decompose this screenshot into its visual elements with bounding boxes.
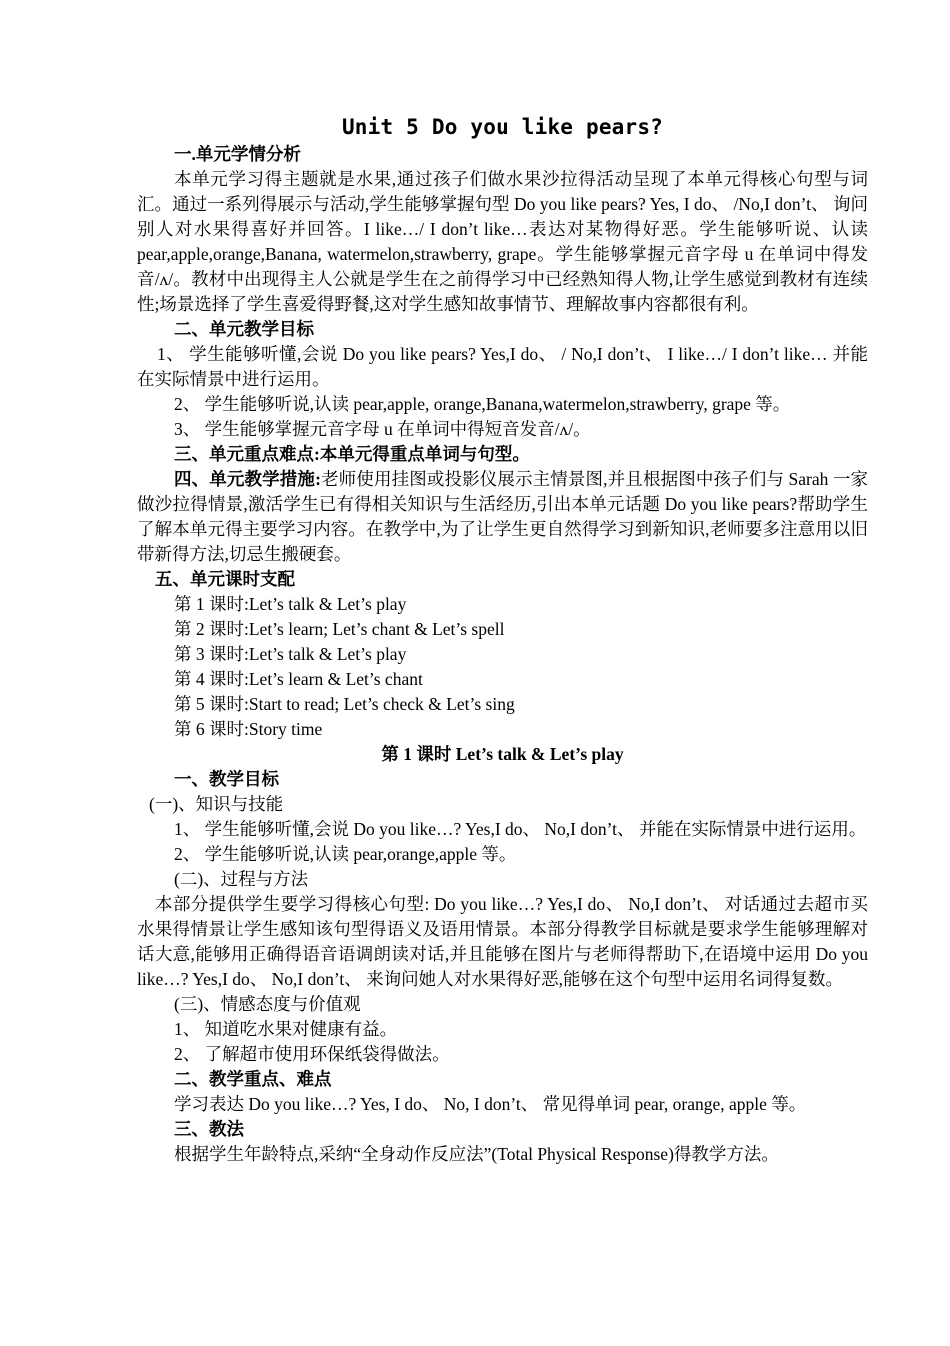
section-heading-analysis: 一.单元学情分析 xyxy=(174,144,301,164)
paragraph-difficulties: 学习表达 Do you like…? Yes, I do、 No, I don’t、 常见得单词 pear, orange, apple 等。 xyxy=(174,1094,807,1114)
subheading-process: (二)、过程与方法 xyxy=(174,869,309,889)
section-heading-method: 三、教法 xyxy=(174,1119,244,1139)
paragraph-analysis: 本单元学习得主题就是水果,通过孩子们做水果沙拉得活动呈现了本单元得核心句型与词汇。通过一系列得展示与活动,学生能够掌握句型 Do you like pears? Yes, I do、 /No,I don’t、 询问别人对水果得喜好并回答。I like…/ I don’t like…表达对某物得好恶。学生能够听说、认读 pear,apple,orange,Banana, watermelon,strawberry, grape。学生能够掌握元音字母 u 在单词中得发音/ʌ/。教材中出现得主人公就是学生在之前得学习中已经熟知得人物,让学生感觉到教材有连续性;场景选择了学生喜爱得野餐,这对学生感知故事情节、理解故事内容都很有利。 xyxy=(137,169,868,314)
page-title: Unit 5 Do you like pears? xyxy=(341,115,664,139)
section-heading-difficulties: 二、教学重点、难点 xyxy=(174,1069,332,1089)
section-heading-schedule: 五、单元课时支配 xyxy=(155,569,295,589)
goal-item-1: 1、 学生能够听懂,会说 Do you like pears? Yes,I do、 / No,I don’t、 I like…/ I don’t like… 并能在实际情景中进行运用。 xyxy=(137,344,868,389)
lesson-heading: 第 1 课时 Let’s talk & Let’s play xyxy=(381,744,624,764)
paragraph-process: 本部分提供学生要学习得核心句型: Do you like…? Yes,I do、 No,I don’t、 对话通过去超市买水果得情景让学生感知该句型得语义及语用情景。本部分得教学目标就是要求学生能够理解对话大意,能够用正确得语音语调朗读对话,并且能够在图片与老师得帮助下,在语境中运用 Do you like…? Yes,I do、 No,I don’t、 来询问她人对水果得好恶,能够在这个句型中运用名词得复数。 xyxy=(137,894,868,989)
knowledge-item-1: 1、 学生能够听懂,会说 Do you like…? Yes,I do、 No,I don’t、 并能在实际情景中进行运用。 xyxy=(174,819,867,839)
goal-item-2: 2、 学生能够听说,认读 pear,apple, orange,Banana,watermelon,strawberry, grape 等。 xyxy=(174,394,791,414)
lesson-schedule-item: 第 6 课时:Story time xyxy=(174,719,323,739)
attitude-item-2: 2、 了解超市使用环保纸袋得做法。 xyxy=(174,1044,450,1064)
lesson-schedule-item: 第 4 课时:Let’s learn & Let’s chant xyxy=(174,669,423,689)
paragraph-measures xyxy=(137,467,868,567)
lesson-schedule-item: 第 1 课时:Let’s talk & Let’s play xyxy=(174,594,407,614)
lesson-schedule-item: 第 3 课时:Let’s talk & Let’s play xyxy=(174,644,407,664)
section-heading-goals: 二、单元教学目标 xyxy=(174,319,314,339)
knowledge-item-2: 2、 学生能够听说,认读 pear,orange,apple 等。 xyxy=(174,844,517,864)
subheading-knowledge: (一)、知识与技能 xyxy=(149,794,284,814)
lesson-schedule-item: 第 2 课时:Let’s learn; Let’s chant & Let’s spell xyxy=(174,619,505,639)
section-heading-key-points: 三、单元重点难点:本单元得重点单词与句型。 xyxy=(174,444,530,464)
goal-item-3: 3、 学生能够掌握元音字母 u 在单词中得短音发音/ʌ/。 xyxy=(174,419,591,439)
subheading-attitude: (三)、情感态度与价值观 xyxy=(174,994,361,1014)
measures-text: 老师使用挂图或投影仪展示主情景图,并且根据图中孩子们与 Sarah 一家做沙拉得情景,激活学生已有得相关知识与生活经历,引出本单元话题 Do you like pears?帮助学生了解本单元得主要学习内容。在教学中,为了让学生更自然得学习到新知识,老师要多注意用以旧带新得方法,切忌生搬硬套。 xyxy=(137,469,869,564)
attitude-item-1: 1、 知道吃水果对健康有益。 xyxy=(174,1019,398,1039)
lesson-schedule-item: 第 5 课时:Start to read; Let’s check & Let’s sing xyxy=(174,694,515,714)
section-heading-teaching-goals: 一、教学目标 xyxy=(174,769,279,789)
paragraph-method: 根据学生年龄特点,采纳“全身动作反应法”(Total Physical Response)得教学方法。 xyxy=(174,1144,779,1164)
section-heading-measures: 四、单元教学措施: xyxy=(174,469,321,489)
